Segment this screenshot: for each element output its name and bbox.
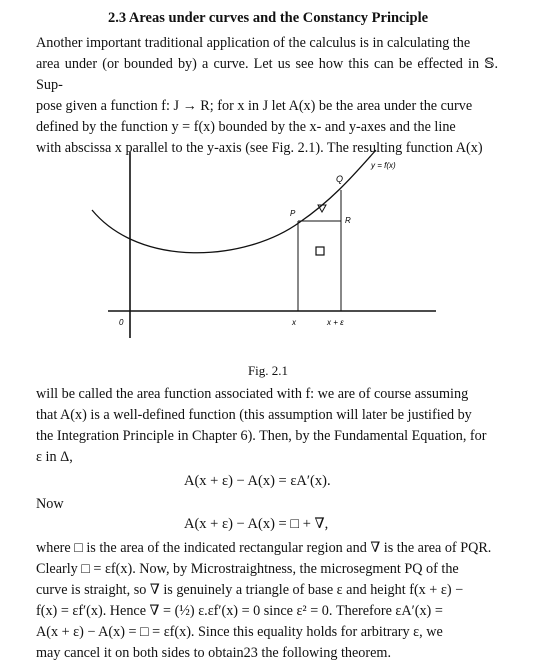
equation-fundamental: A(x + ε) − A(x) = εA′(x). xyxy=(184,473,331,489)
text-line: f(x) = εf′(x). Hence ∇ = (½) ε.εf′(x) = 0 since ε² = 0. Therefore εA′(x) = xyxy=(36,603,443,619)
x-tick-label: x xyxy=(292,318,296,327)
paragraph-area-function xyxy=(36,384,498,468)
text-line: Clearly □ = εf(x). Now, by Microstraightness, the microsegment PQ of the xyxy=(36,561,459,577)
text-line: defined by the function y = f(x) bounded by the x- and y-axes and the line xyxy=(36,119,456,135)
text-line: with abscissa x parallel to the y-axis (see Fig. 2.1). The resulting function A(x) xyxy=(36,140,483,156)
text-line: where □ is the area of the indicated rectangular region and ∇ is the area of PQR. xyxy=(36,540,492,556)
text-line: the Integration Principle in Chapter 6). Then, by the Fundamental Equation, for xyxy=(36,428,487,444)
text-line: A(x + ε) − A(x) = □ = εf(x). Since this equality holds for arbitrary ε, we xyxy=(36,624,443,640)
text-line: curve is straight, so ∇ is genuinely a triangle of base ε and height f(x + ε) − xyxy=(36,582,464,598)
figure-caption: Fig. 2.1 xyxy=(247,363,289,378)
text-line: area under (or bounded by) a curve. Let us see how this can be effected in 𝕊. Sup- xyxy=(36,56,498,93)
square-symbol xyxy=(316,247,324,255)
text-line: that A(x) is a well-defined function (this assumption will later be justified by xyxy=(36,407,472,423)
paragraph-derivation xyxy=(36,538,498,664)
point-r-label: R xyxy=(345,216,351,225)
text-line: ε in Δ, xyxy=(36,449,73,465)
origin-label: 0 xyxy=(119,318,124,327)
section-title: 2.3 Areas under curves and the Constancy Principle xyxy=(107,10,429,26)
text-line: may cancel it on both sides to obtain23 the following theorem. xyxy=(36,645,392,661)
text-line: Another important traditional application of the calculus is in calculating the xyxy=(36,35,471,51)
curve-fx xyxy=(92,150,376,253)
text-line: will be called the area function associated with f: we are of course assuming xyxy=(36,386,469,402)
text-line: pose given a function f: J → R; for x in J let A(x) be the area under the curve xyxy=(36,98,473,114)
point-p-label: P xyxy=(290,209,296,218)
curve-label: y = f(x) xyxy=(371,161,396,170)
point-q-label: Q xyxy=(336,174,344,184)
equation-decomposition: A(x + ε) − A(x) = □ + ∇, xyxy=(184,516,329,532)
x-eps-tick-label: x + ε xyxy=(327,318,344,327)
now-label: Now xyxy=(36,496,64,512)
